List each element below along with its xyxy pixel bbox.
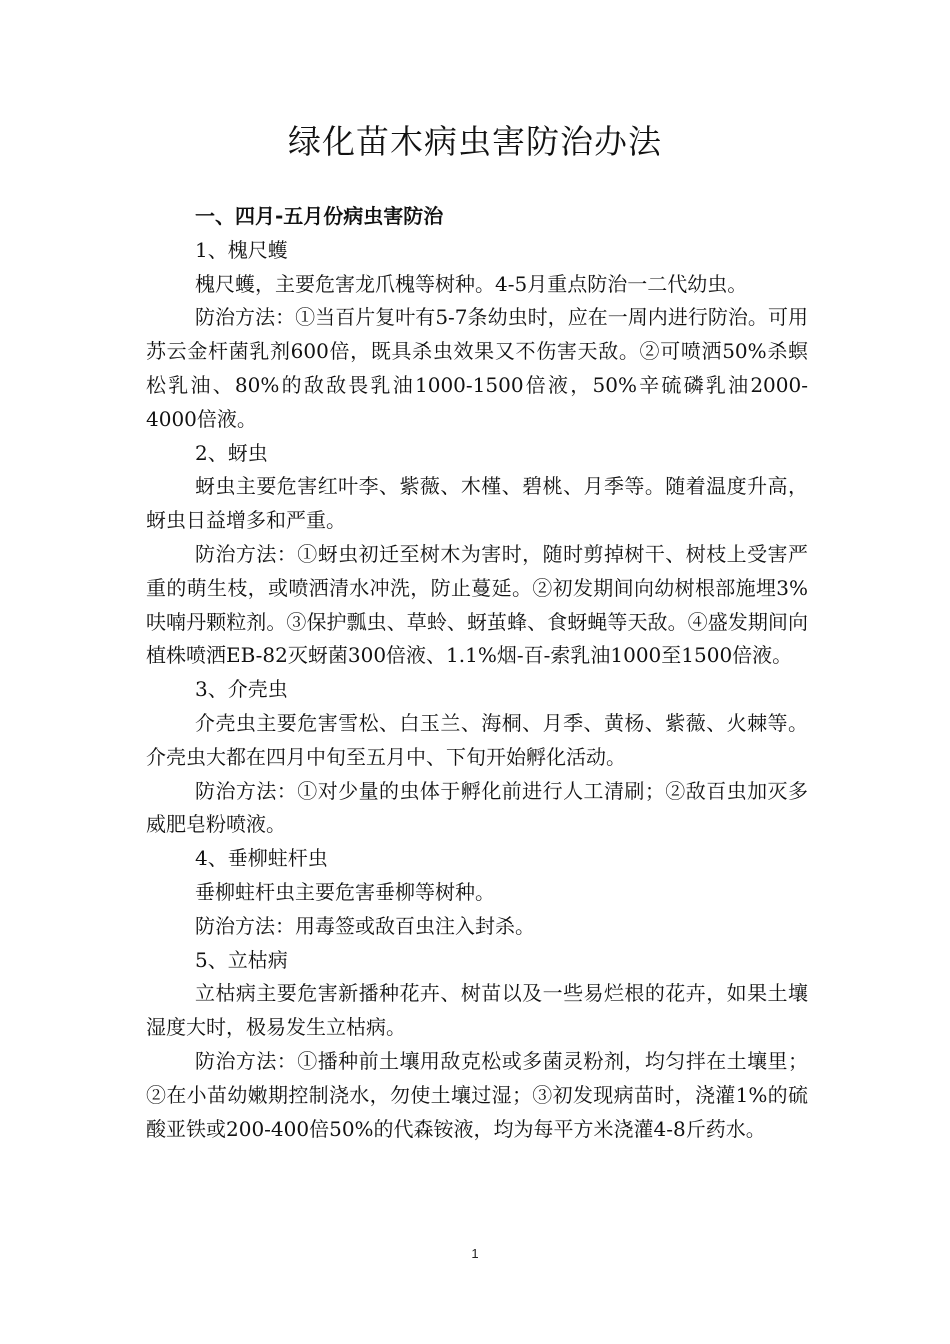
subsection-heading: 2、蚜虫 [195,440,268,465]
subsection-heading: 1、槐尺蠖 [195,237,288,262]
paragraph: 防治方法：①播种前土壤用敌克松或多菌灵粉剂，均匀拌在土壤里；②在小苗幼嫩期控制浇水，勿使土壤过湿；③初发现病苗时，浇灌1%的硫酸亚铁或200-400倍50%的代森铵液，均为每平方米浇灌4-8斤药水。 [146,1048,808,1141]
paragraph: 立枯病主要危害新播种花卉、树苗以及一些易烂根的花卉，如果土壤湿度大时，极易发生立枯病。 [146,981,808,1040]
subsection-heading: 5、立枯病 [195,947,288,972]
document-body [146,200,808,1146]
paragraph: 防治方法：用毒签或敌百虫注入封杀。 [195,913,535,938]
section-heading: 一、四月-五月份病虫害防治 [195,204,444,228]
subsection-heading: 4、垂柳蛀杆虫 [195,846,328,871]
paragraph: 垂柳蛀杆虫主要危害垂柳等树种。 [195,879,495,904]
paragraph: 槐尺蠖，主要危害龙爪槐等树种。4-5月重点防治一二代幼虫。 [195,271,748,296]
paragraph: 防治方法：①对少量的虫体于孵化前进行人工清刷；②敌百虫加灭多威肥皂粉喷液。 [146,778,808,837]
paragraph: 介壳虫主要危害雪松、白玉兰、海桐、月季、黄杨、紫薇、火棘等。介壳虫大都在四月中旬至五月中、下旬开始孵化活动。 [146,710,808,769]
paragraph: 蚜虫主要危害红叶李、紫薇、木槿、碧桃、月季等。随着温度升高，蚜虫日益增多和严重。 [146,474,808,533]
subsection-heading: 3、介壳虫 [195,677,288,702]
document-title: 绿化苗木病虫害防治办法 [288,122,662,161]
page-number: 1 [471,1246,479,1261]
paragraph: 防治方法：①蚜虫初迁至树木为害时，随时剪掉树干、树枝上受害严重的萌生枝，或喷洒清水冲洗，防止蔓延。②初发期间向幼树根部施埋3%呋喃丹颗粒剂。③保护瓢虫、草蛉、蚜茧蜂、食蚜蝇等天敌。④盛发期间向植株喷洒EB-82灭蚜菌300倍液、1.1%烟-百-索乳油1000至1500倍液。 [146,541,808,668]
paragraph: 防治方法：①当百片复叶有5-7条幼虫时，应在一周内进行防治。可用苏云金杆菌乳剂600倍，既具杀虫效果又不伤害天敌。②可喷洒50%杀螟松乳油、80%的敌敌畏乳油1000-1500倍液，50%辛硫磷乳油2000-4000倍液。 [146,305,808,431]
